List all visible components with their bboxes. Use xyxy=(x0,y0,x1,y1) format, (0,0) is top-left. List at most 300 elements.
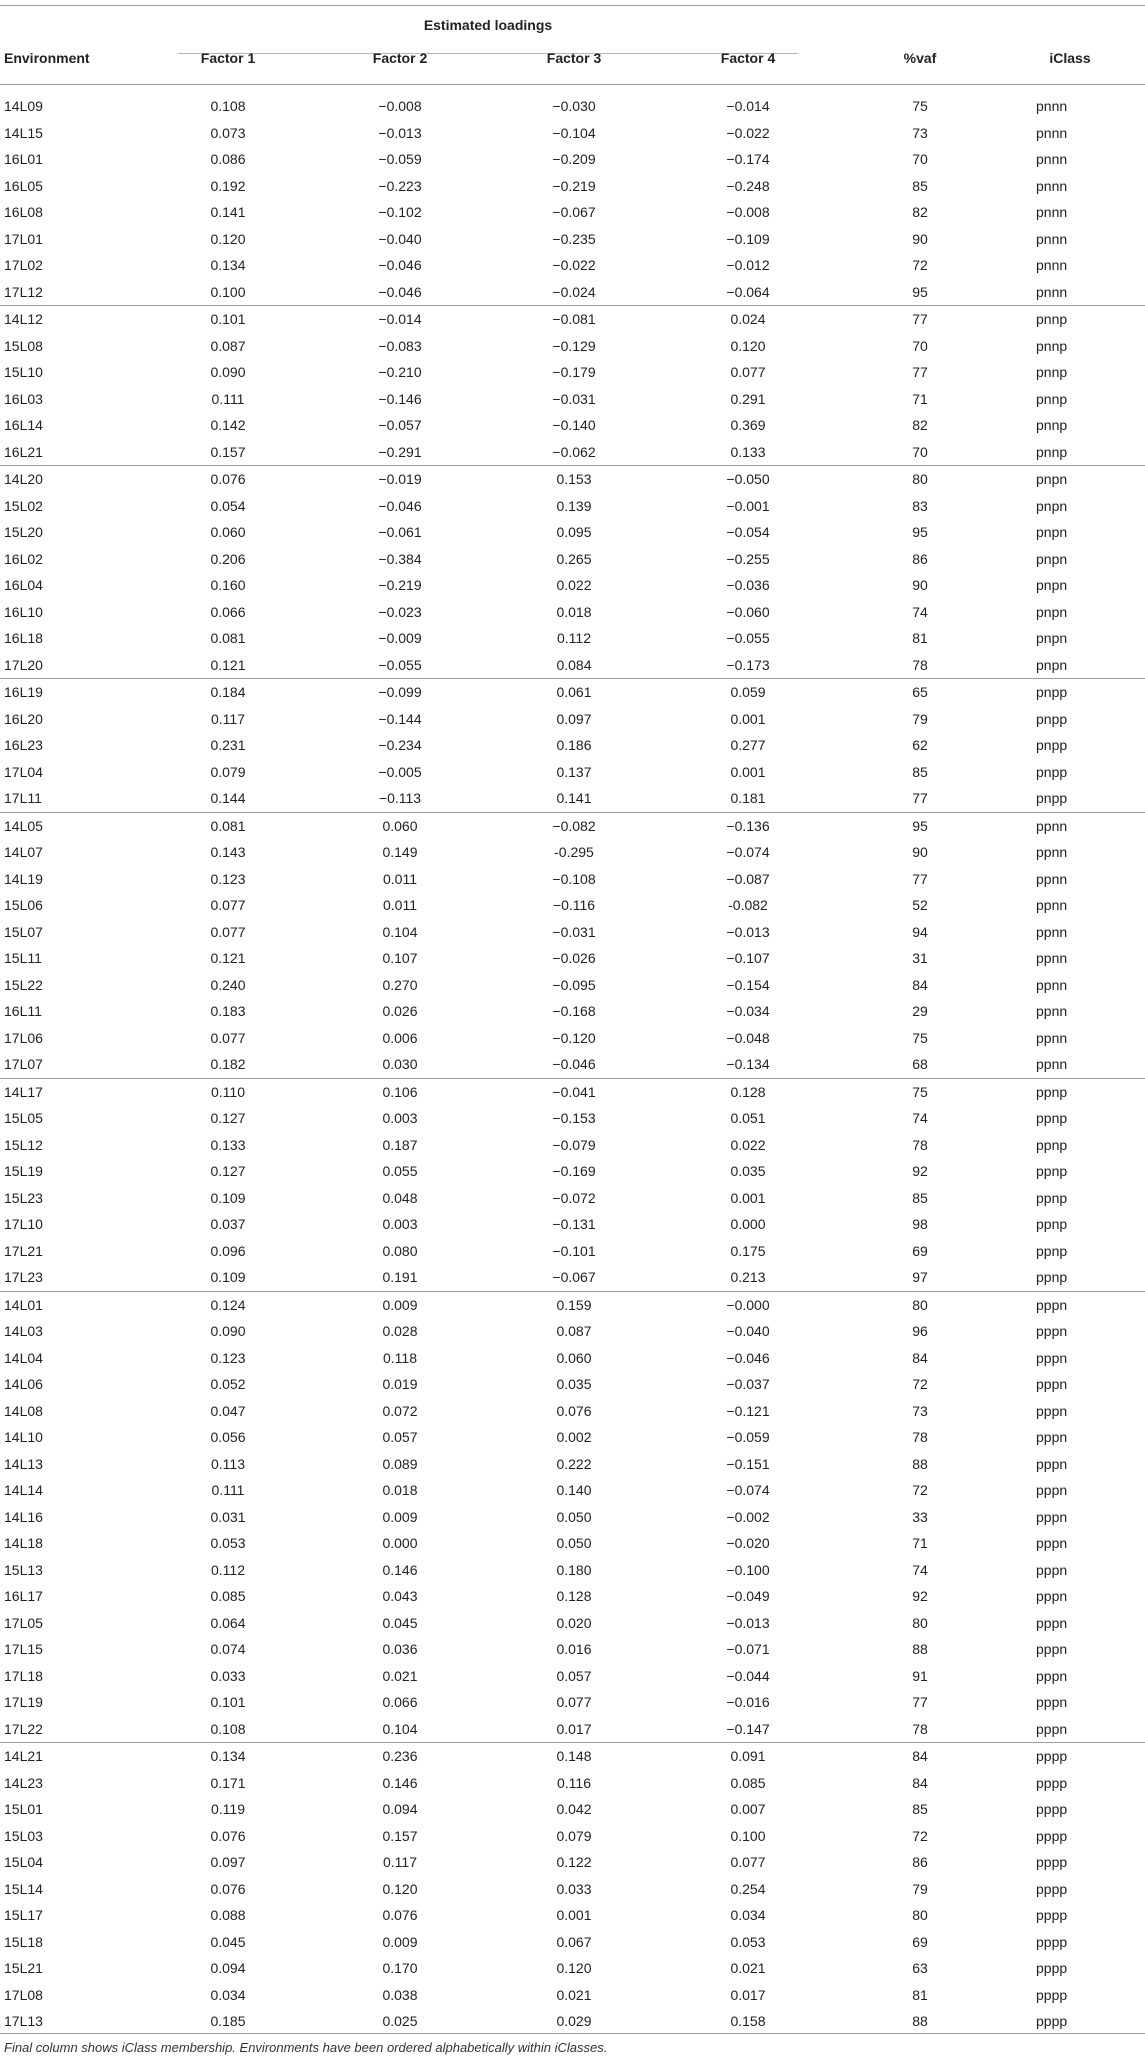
cell-vaf: 74 xyxy=(912,1110,928,1126)
cell-factor-4: −0.022 xyxy=(726,124,770,141)
cell-factor-2: 0.146 xyxy=(382,1774,418,1791)
cell-environment: 17L15 xyxy=(4,1641,43,1657)
cell-iclass: pnpn xyxy=(1036,577,1068,593)
cell-vaf: 33 xyxy=(912,1508,928,1525)
cell-factor-4: 0.128 xyxy=(730,1083,766,1100)
cell-factor-4: −0.107 xyxy=(726,950,770,966)
cell-environment: 16L17 xyxy=(4,1588,43,1604)
cell-factor-3: −0.072 xyxy=(552,1189,596,1206)
cell-factor-4: 0.059 xyxy=(730,684,766,700)
cell-factor-1: 0.127 xyxy=(210,1110,246,1126)
cell-factor-3: −0.041 xyxy=(552,1083,596,1100)
cell-factor-1: 0.076 xyxy=(210,1827,246,1844)
cell-environment: 15L14 xyxy=(4,1880,43,1897)
cell-environment: 17L08 xyxy=(4,1986,43,2003)
cell-vaf: 77 xyxy=(912,870,928,887)
cell-factor-2: 0.026 xyxy=(382,1003,418,1019)
cell-factor-2: 0.094 xyxy=(382,1801,418,1817)
cell-factor-4: −0.013 xyxy=(726,923,770,940)
cell-vaf: 71 xyxy=(912,1535,928,1551)
cell-factor-1: 0.120 xyxy=(210,230,246,247)
cell-factor-4: −0.074 xyxy=(726,844,770,860)
cell-factor-2: −0.099 xyxy=(378,684,422,700)
cell-iclass: pppp xyxy=(1036,1960,1068,1976)
table-row xyxy=(0,412,1145,439)
cell-factor-3: 0.087 xyxy=(556,1323,592,1339)
cell-factor-3: −0.153 xyxy=(552,1110,596,1126)
cell-factor-3: 0.021 xyxy=(556,1986,592,2003)
table-row xyxy=(0,1929,1145,1956)
cell-iclass: ppnn xyxy=(1036,844,1068,860)
cell-factor-1: 0.081 xyxy=(210,817,246,834)
cell-factor-1: 0.111 xyxy=(211,390,245,407)
cell-factor-1: 0.142 xyxy=(210,417,246,433)
cell-factor-3: −0.031 xyxy=(552,390,596,407)
col-header-environment: Environment xyxy=(4,50,90,66)
cell-factor-1: 0.085 xyxy=(210,1588,246,1604)
cell-iclass: pppn xyxy=(1036,1349,1068,1366)
header-rule xyxy=(0,84,1145,85)
table-row xyxy=(0,1849,1145,1876)
cell-factor-3: −0.046 xyxy=(552,1056,596,1072)
col-header-factor-2: Factor 2 xyxy=(372,50,428,66)
table-row xyxy=(0,812,1145,840)
cell-environment: 15L20 xyxy=(4,524,43,540)
cell-vaf: 92 xyxy=(912,1163,928,1179)
cell-factor-4: −0.013 xyxy=(726,1614,770,1631)
cell-iclass: pnpn xyxy=(1036,471,1068,487)
cell-factor-4: −0.121 xyxy=(726,1402,770,1419)
cell-vaf: 74 xyxy=(912,603,928,620)
cell-factor-3: 0.186 xyxy=(556,737,592,753)
cell-factor-2: 0.009 xyxy=(382,1296,418,1313)
cell-environment: 17L01 xyxy=(4,230,43,247)
cell-environment: 17L11 xyxy=(4,790,42,806)
cell-environment: 14L08 xyxy=(4,1402,43,1419)
cell-factor-1: 0.117 xyxy=(211,710,245,727)
cell-factor-4: −0.048 xyxy=(726,1029,770,1046)
cell-vaf: 82 xyxy=(912,417,928,433)
cell-factor-2: −0.234 xyxy=(378,737,422,753)
cell-vaf: 84 xyxy=(912,1774,928,1791)
cell-factor-4: −0.060 xyxy=(726,603,770,620)
cell-factor-4: 0.291 xyxy=(730,390,766,407)
cell-iclass: ppnp xyxy=(1036,1216,1068,1232)
cell-iclass: pppn xyxy=(1036,1376,1068,1392)
table-row xyxy=(0,146,1145,173)
cell-vaf: 91 xyxy=(912,1667,928,1684)
cell-vaf: 63 xyxy=(912,1960,928,1976)
cell-environment: 15L08 xyxy=(4,337,43,354)
cell-vaf: 29 xyxy=(912,1003,928,1019)
cell-iclass: ppnn xyxy=(1036,1003,1068,1019)
cell-iclass: pnpn xyxy=(1036,524,1068,540)
cell-factor-2: −0.013 xyxy=(378,124,422,141)
cell-vaf: 84 xyxy=(912,976,928,993)
header-row xyxy=(0,44,1145,74)
cell-factor-1: 0.127 xyxy=(210,1163,246,1179)
cell-vaf: 88 xyxy=(912,2013,928,2029)
cell-factor-1: 0.192 xyxy=(210,177,246,194)
cell-factor-3: −0.116 xyxy=(552,897,596,913)
table-row xyxy=(0,892,1145,919)
cell-factor-2: 0.006 xyxy=(382,1029,418,1046)
cell-vaf: 70 xyxy=(912,151,928,167)
cell-vaf: 73 xyxy=(912,124,928,141)
cell-vaf: 62 xyxy=(912,737,928,753)
cell-iclass: pppn xyxy=(1036,1614,1068,1631)
cell-factor-1: 0.045 xyxy=(210,1933,246,1950)
cell-factor-2: 0.057 xyxy=(382,1429,418,1445)
cell-factor-3: 0.139 xyxy=(556,497,592,514)
cell-environment: 14L16 xyxy=(4,1508,43,1525)
cell-vaf: 71 xyxy=(912,390,928,407)
cell-factor-4: 0.085 xyxy=(730,1774,766,1791)
cell-vaf: 80 xyxy=(912,1907,928,1923)
table-row xyxy=(0,333,1145,360)
cell-factor-1: 0.047 xyxy=(210,1402,246,1419)
cell-factor-3: −0.219 xyxy=(552,177,596,194)
cell-factor-4: 0.035 xyxy=(730,1163,766,1179)
table-row xyxy=(0,1636,1145,1663)
cell-factor-2: 0.117 xyxy=(383,1854,417,1870)
cell-environment: 16L10 xyxy=(4,603,43,620)
cell-environment: 15L12 xyxy=(4,1136,43,1153)
cell-factor-1: 0.053 xyxy=(210,1535,246,1551)
cell-factor-2: −0.040 xyxy=(378,230,422,247)
cell-vaf: 72 xyxy=(912,1482,928,1498)
table-row xyxy=(0,1557,1145,1584)
cell-factor-4: −0.008 xyxy=(726,204,770,220)
cell-factor-2: −0.223 xyxy=(378,177,422,194)
cell-factor-3: 0.057 xyxy=(556,1667,592,1684)
cell-vaf: 65 xyxy=(912,684,928,700)
cell-vaf: 70 xyxy=(912,443,928,460)
cell-factor-4: −0.001 xyxy=(726,497,770,514)
cell-iclass: pnnn xyxy=(1036,283,1068,300)
cell-factor-3: −0.209 xyxy=(552,151,596,167)
cell-iclass: pnnp xyxy=(1036,364,1068,380)
cell-factor-2: 0.170 xyxy=(382,1960,418,1976)
cell-factor-4: −0.136 xyxy=(726,817,770,834)
cell-iclass: pppp xyxy=(1036,1827,1068,1844)
cell-vaf: 95 xyxy=(912,283,928,300)
cell-factor-3: 0.017 xyxy=(556,1720,592,1737)
cell-environment: 17L22 xyxy=(4,1720,43,1737)
cell-factor-4: 0.001 xyxy=(730,763,766,780)
table-row xyxy=(0,652,1145,679)
cell-iclass: ppnn xyxy=(1036,1029,1068,1046)
cell-factor-2: −0.291 xyxy=(378,443,422,460)
cell-factor-3: 0.141 xyxy=(556,790,592,806)
table-row xyxy=(0,1238,1145,1265)
cell-vaf: 95 xyxy=(912,524,928,540)
cell-environment: 14L07 xyxy=(4,844,43,860)
cell-iclass: pppn xyxy=(1036,1694,1068,1710)
cell-environment: 16L20 xyxy=(4,710,43,727)
cell-factor-1: 0.090 xyxy=(210,364,246,380)
cell-iclass: ppnn xyxy=(1036,923,1068,940)
cell-factor-3: 0.050 xyxy=(556,1535,592,1551)
cell-vaf: 69 xyxy=(912,1242,928,1259)
cell-factor-3: 0.067 xyxy=(556,1933,592,1950)
cell-factor-3: 0.265 xyxy=(556,550,592,567)
cell-factor-3: 0.140 xyxy=(556,1482,592,1498)
cell-factor-1: 0.077 xyxy=(210,923,246,940)
cell-factor-2: 0.149 xyxy=(382,844,418,860)
cell-factor-4: −0.002 xyxy=(726,1508,770,1525)
cell-vaf: 85 xyxy=(912,1189,928,1206)
table-row xyxy=(0,359,1145,386)
cell-environment: 17L20 xyxy=(4,656,43,673)
table-row xyxy=(0,493,1145,520)
cell-factor-2: 0.080 xyxy=(382,1242,418,1259)
cell-vaf: 80 xyxy=(912,1614,928,1631)
cell-vaf: 79 xyxy=(912,710,928,727)
cell-factor-3: −0.129 xyxy=(552,337,596,354)
cell-factor-2: 0.270 xyxy=(382,976,418,993)
cell-factor-2: 0.106 xyxy=(382,1083,418,1100)
table-row xyxy=(0,519,1145,546)
cell-factor-3: −0.101 xyxy=(552,1242,596,1259)
cell-factor-2: 0.018 xyxy=(382,1482,418,1498)
cell-factor-4: −0.064 xyxy=(726,283,770,300)
cell-factor-1: 0.074 xyxy=(210,1641,246,1657)
cell-factor-4: −0.016 xyxy=(726,1694,770,1710)
cell-environment: 16L23 xyxy=(4,737,43,753)
cell-environment: 14L04 xyxy=(4,1349,43,1366)
cell-iclass: pnnp xyxy=(1036,337,1068,354)
cell-factor-3: 0.022 xyxy=(556,577,592,593)
cell-factor-4: 0.022 xyxy=(730,1136,766,1153)
cell-factor-2: 0.104 xyxy=(382,923,418,940)
cell-iclass: pppp xyxy=(1036,1907,1068,1923)
cell-factor-3: 0.112 xyxy=(557,630,591,646)
cell-factor-1: 0.031 xyxy=(210,1508,246,1525)
cell-factor-2: 0.236 xyxy=(382,1748,418,1764)
cell-iclass: pnpp xyxy=(1036,763,1068,780)
cell-environment: 17L10 xyxy=(4,1216,43,1232)
cell-factor-3: 0.020 xyxy=(556,1614,592,1631)
cell-factor-3: 0.002 xyxy=(556,1429,592,1445)
cell-factor-1: 0.037 xyxy=(210,1216,246,1232)
cell-environment: 16L02 xyxy=(4,550,43,567)
cell-factor-4: −0.059 xyxy=(726,1429,770,1445)
table-row xyxy=(0,1823,1145,1850)
cell-factor-4: −0.154 xyxy=(726,976,770,993)
cell-factor-1: 0.171 xyxy=(210,1774,246,1791)
table-body xyxy=(0,93,1145,2035)
cell-factor-3: 0.060 xyxy=(556,1349,592,1366)
cell-factor-1: 0.081 xyxy=(210,630,246,646)
table-row xyxy=(0,1398,1145,1425)
cell-factor-2: 0.076 xyxy=(382,1907,418,1923)
cell-factor-2: −0.219 xyxy=(378,577,422,593)
table-row xyxy=(0,1318,1145,1345)
cell-vaf: 80 xyxy=(912,1296,928,1313)
cell-factor-2: 0.104 xyxy=(382,1720,418,1737)
cell-factor-2: 0.043 xyxy=(382,1588,418,1604)
cell-factor-4: 0.077 xyxy=(730,364,766,380)
cell-factor-2: 0.191 xyxy=(382,1269,418,1285)
cell-factor-1: 0.087 xyxy=(210,337,246,354)
cell-factor-4: −0.014 xyxy=(726,98,770,114)
cell-environment: 16L03 xyxy=(4,390,43,407)
cell-factor-1: 0.090 xyxy=(210,1323,246,1339)
cell-environment: 16L04 xyxy=(4,577,43,593)
cell-factor-2: 0.000 xyxy=(382,1535,418,1551)
cell-vaf: 73 xyxy=(912,1402,928,1419)
table-row xyxy=(0,279,1145,306)
cell-factor-2: −0.102 xyxy=(378,204,422,220)
cell-factor-2: −0.055 xyxy=(378,656,422,673)
cell-factor-4: 0.175 xyxy=(730,1242,766,1259)
cell-iclass: pnpp xyxy=(1036,684,1068,700)
cell-factor-2: 0.025 xyxy=(382,2013,418,2029)
cell-environment: 16L01 xyxy=(4,151,43,167)
cell-factor-4: 0.053 xyxy=(730,1933,766,1950)
cell-factor-1: 0.133 xyxy=(210,1136,246,1153)
table-row xyxy=(0,173,1145,200)
cell-environment: 15L06 xyxy=(4,897,43,913)
cell-factor-4: −0.012 xyxy=(726,257,770,273)
cell-factor-4: 0.181 xyxy=(730,790,766,806)
cell-factor-4: 0.021 xyxy=(730,1960,766,1976)
cell-factor-2: 0.072 xyxy=(382,1402,418,1419)
cell-environment: 17L12 xyxy=(4,283,43,300)
cell-vaf: 97 xyxy=(912,1269,928,1285)
cell-factor-1: 0.076 xyxy=(210,1880,246,1897)
cell-factor-4: 0.120 xyxy=(730,337,766,354)
cell-iclass: pnnn xyxy=(1036,230,1068,247)
cell-factor-1: 0.141 xyxy=(210,204,246,220)
cell-factor-4: −0.054 xyxy=(726,524,770,540)
table-row xyxy=(0,1264,1145,1291)
cell-factor-2: −0.019 xyxy=(378,471,422,487)
table-row xyxy=(0,759,1145,786)
table-row xyxy=(0,252,1145,279)
cell-factor-1: 0.060 xyxy=(210,524,246,540)
table-row xyxy=(0,1185,1145,1212)
cell-vaf: 78 xyxy=(912,1720,928,1737)
cell-iclass: pppp xyxy=(1036,1801,1068,1817)
cell-factor-4: 0.017 xyxy=(730,1986,766,2003)
cell-iclass: pnnn xyxy=(1036,257,1068,273)
table-row xyxy=(0,93,1145,120)
cell-factor-3: −0.082 xyxy=(552,817,596,834)
cell-factor-3: −0.081 xyxy=(552,311,596,327)
cell-factor-3: 0.116 xyxy=(557,1774,591,1791)
cell-factor-1: 0.077 xyxy=(210,1029,246,1046)
cell-vaf: 84 xyxy=(912,1748,928,1764)
table-row xyxy=(0,599,1145,626)
cell-iclass: ppnn xyxy=(1036,817,1068,834)
cell-factor-3: −0.120 xyxy=(552,1029,596,1046)
table-row xyxy=(0,439,1145,466)
cell-factor-1: 0.206 xyxy=(210,550,246,567)
cell-vaf: 88 xyxy=(912,1455,928,1472)
cell-vaf: 74 xyxy=(912,1561,928,1578)
cell-environment: 14L20 xyxy=(4,471,43,487)
cell-factor-1: 0.231 xyxy=(210,737,246,753)
cell-factor-3: 0.061 xyxy=(556,684,592,700)
cell-iclass: ppnp xyxy=(1036,1083,1068,1100)
cell-factor-3: 0.137 xyxy=(556,763,592,780)
table-row xyxy=(0,1876,1145,1903)
cell-factor-4: −0.046 xyxy=(726,1349,770,1366)
table-row xyxy=(0,945,1145,972)
cell-iclass: pnnn xyxy=(1036,124,1068,141)
cell-environment: 14L09 xyxy=(4,98,43,114)
table-row xyxy=(0,1770,1145,1797)
cell-factor-3: 0.222 xyxy=(556,1455,592,1472)
cell-factor-1: 0.109 xyxy=(210,1269,246,1285)
cell-factor-3: −0.169 xyxy=(552,1163,596,1179)
cell-environment: 16L14 xyxy=(4,417,43,433)
cell-factor-2: −0.046 xyxy=(378,283,422,300)
cell-vaf: 90 xyxy=(912,577,928,593)
cell-environment: 16L18 xyxy=(4,630,43,646)
cell-factor-1: 0.121 xyxy=(210,656,246,673)
cell-environment: 16L08 xyxy=(4,204,43,220)
cell-environment: 14L13 xyxy=(4,1455,43,1472)
cell-factor-3: −0.108 xyxy=(552,870,596,887)
cell-factor-1: 0.123 xyxy=(210,1349,246,1366)
table-row xyxy=(0,226,1145,253)
cell-vaf: 70 xyxy=(912,337,928,354)
cell-factor-1: 0.144 xyxy=(210,790,246,806)
table-row xyxy=(0,1530,1145,1557)
cell-factor-3: 0.159 xyxy=(556,1296,592,1313)
cell-factor-4: 0.001 xyxy=(730,710,766,727)
cell-factor-4: 0.091 xyxy=(730,1748,766,1764)
cell-iclass: pnpn xyxy=(1036,497,1068,514)
cell-factor-4: −0.173 xyxy=(726,656,770,673)
table-row xyxy=(0,1424,1145,1451)
top-rule xyxy=(0,5,1145,6)
cell-environment: 17L02 xyxy=(4,257,43,273)
cell-factor-3: −0.079 xyxy=(552,1136,596,1153)
table-row xyxy=(0,625,1145,652)
cell-factor-4: 0.034 xyxy=(730,1907,766,1923)
cell-factor-1: 0.054 xyxy=(210,497,246,514)
cell-factor-4: 0.100 xyxy=(730,1827,766,1844)
cell-iclass: ppnp xyxy=(1036,1163,1068,1179)
cell-iclass: ppnn xyxy=(1036,870,1068,887)
cell-vaf: 69 xyxy=(912,1933,928,1950)
cell-vaf: 95 xyxy=(912,817,928,834)
cell-factor-2: 0.003 xyxy=(382,1216,418,1232)
cell-environment: 14L15 xyxy=(4,124,43,141)
cell-iclass: pppn xyxy=(1036,1720,1068,1737)
cell-factor-1: 0.076 xyxy=(210,471,246,487)
cell-factor-1: 0.094 xyxy=(210,1960,246,1976)
table-row xyxy=(0,386,1145,413)
cell-iclass: pppn xyxy=(1036,1296,1068,1313)
cell-factor-2: −0.009 xyxy=(378,630,422,646)
cell-factor-3: −0.179 xyxy=(552,364,596,380)
cell-factor-1: 0.097 xyxy=(210,1854,246,1870)
table-row xyxy=(0,1025,1145,1052)
cell-factor-4: −0.037 xyxy=(726,1376,770,1392)
cell-factor-1: 0.052 xyxy=(210,1376,246,1392)
cell-vaf: 86 xyxy=(912,1854,928,1870)
table-row xyxy=(0,1610,1145,1637)
cell-vaf: 78 xyxy=(912,1136,928,1153)
cell-vaf: 78 xyxy=(912,656,928,673)
cell-iclass: ppnp xyxy=(1036,1189,1068,1206)
cell-factor-3: 0.050 xyxy=(556,1508,592,1525)
